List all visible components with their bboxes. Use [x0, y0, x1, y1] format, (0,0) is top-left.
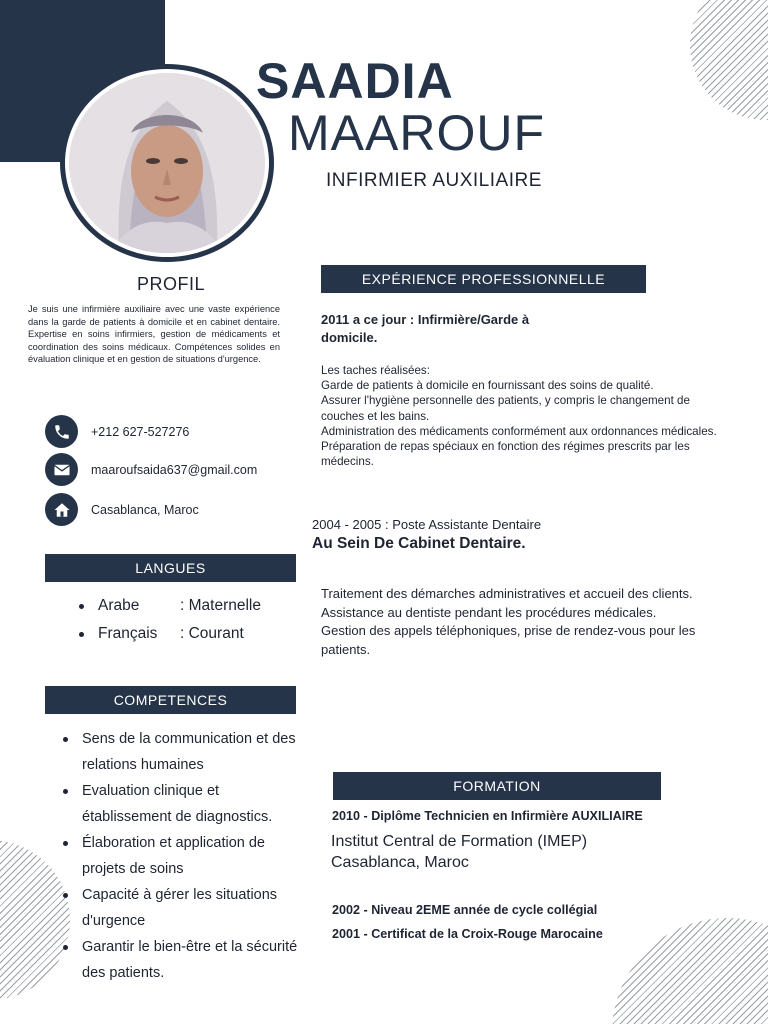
task-line: Gestion des appels téléphoniques, prise de rendez-vous pour les patients. — [321, 623, 696, 657]
task-line: Administration des médicaments conformément aux ordonnances médicales. — [321, 424, 717, 438]
skills-heading: COMPETENCES — [45, 686, 296, 714]
languages-list — [76, 592, 261, 648]
phone-icon — [45, 415, 78, 448]
list-item: Arabe : Maternelle — [76, 592, 261, 620]
location-text: Casablanca, Maroc — [91, 502, 199, 517]
hatched-circle-decoration — [690, 0, 768, 120]
first-name: SAADIA — [256, 53, 454, 109]
list-item: Français : Courant — [76, 620, 261, 648]
experience-heading: EXPÉRIENCE PROFESSIONNELLE — [321, 265, 646, 293]
job1-title: 2011 a ce jour : Infirmière/Garde à domicile. — [321, 312, 530, 345]
profile-heading: PROFIL — [137, 274, 206, 294]
task-line: Les taches réalisées: — [321, 364, 430, 377]
hatched-circle-decoration — [612, 918, 768, 1024]
education-item: 2010 - Diplôme Technicien en Infirmière AUXILIAIRE — [332, 809, 643, 823]
contact-location — [45, 493, 199, 526]
languages-heading: LANGUES — [45, 554, 296, 582]
last-name: MAAROUF — [288, 105, 545, 161]
phone-text: +212 627-527276 — [91, 424, 190, 439]
list-item: Élaboration et application de projets de soins — [60, 830, 300, 882]
contact-email — [45, 453, 257, 486]
job-title: INFIRMIER AUXILIAIRE — [326, 170, 542, 191]
mail-icon — [45, 453, 78, 486]
profile-photo-frame — [60, 64, 274, 262]
task-line: Assistance au dentiste pendant les procédures médicales. — [321, 604, 657, 620]
task-line: Garde de patients à domicile en fournissant des soins de qualité. — [321, 379, 654, 393]
contact-phone — [45, 415, 189, 448]
list-item: Capacité à gérer les situations d'urgence — [60, 882, 300, 934]
list-item: Garantir le bien-être et la sécurité des patients. — [60, 934, 300, 986]
profile-photo — [69, 73, 265, 253]
education-institute: Institut Central de Formation (IMEP) Casablanca, Maroc — [331, 833, 588, 871]
list-item: Sens de la communication et des relations humaines — [60, 726, 300, 778]
job2-place: Au Sein De Cabinet Dentaire. — [312, 535, 526, 552]
education-item: 2001 - Certificat de la Croix-Rouge Marocaine — [332, 927, 603, 941]
profile-text: Je suis une infirmière auxiliaire avec une vaste expérience dans la garde de patients à domicile et en cabinet dentaire. Expertise en soins infirmiers, gestion de médicaments et coordination des soins médicaux. Compétences solides en évaluation clinique et en gestion de situations d'urgence. — [28, 304, 280, 365]
job2-title: 2004 - 2005 : Poste Assistante Dentaire — [312, 517, 542, 532]
task-line: Préparation de repas spéciaux en fonction des régimes prescrits par les médecins. — [321, 440, 690, 469]
email-text: maaroufsaida637@gmail.com — [91, 462, 258, 477]
home-icon — [45, 493, 78, 526]
job1-tasks — [321, 363, 731, 469]
list-item: Evaluation clinique et établissement de diagnostics. — [60, 778, 300, 830]
job2-tasks — [321, 585, 721, 659]
task-line: Assurer l'hygiène personnelle des patients, y compris le changement de couches et les bains. — [321, 394, 690, 423]
task-line: Traitement des démarches administratives et accueil des clients. — [321, 586, 693, 601]
education-item: 2002 - Niveau 2EME année de cycle collégial — [332, 903, 598, 917]
skills-list — [60, 726, 300, 986]
education-heading: FORMATION — [333, 772, 661, 800]
